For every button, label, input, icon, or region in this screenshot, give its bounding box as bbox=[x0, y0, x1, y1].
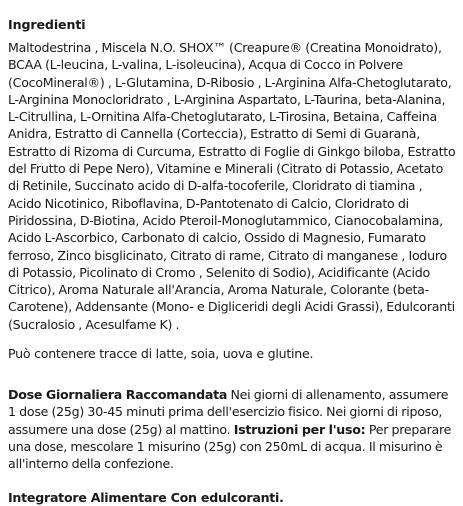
dosage-text: Nei giorni di allenamento, assumere 1 dose (25g) 30-45 minuti prima dell'esercizio fisico. Nei giorni di riposo, assumere una dose (25g) al mattino. bbox=[8, 387, 449, 437]
allergen-trace-note: Può contenere tracce di latte, soia, uova e glutine. bbox=[8, 346, 314, 362]
ingredients-heading: Ingredienti bbox=[8, 17, 86, 32]
supplement-statement: Integratore Alimentare Con edulcoranti. bbox=[8, 489, 284, 505]
instructions-text: Per preparare una dose, mescolare 1 misurino (25g) con 250mL di acqua. Il misurino è all'interno della confezione. bbox=[8, 421, 452, 472]
dosage-label: Dose Giornaliera Raccomandata bbox=[8, 387, 228, 403]
dosage-section bbox=[8, 386, 457, 472]
instructions-label: Istruzioni per l'uso: bbox=[233, 421, 366, 437]
ingredients-list: Maltodestrina , Miscela N.O. SHOX™ (Creapure® (Creatina Monoidrato), BCAA (L-leucina, L-valina, L-isoleucina), Acqua di Cocco in Polvere (CocoMineral®) , L-Glutamina, D-Ribosio , L-Arginina Alfa-Chetoglutarato, L-Arginina Monocloridrato , L-Arginina Aspartato, L-Taurina, beta-Alanina, L-Citrullina, L-Ornitina Alfa-Chetoglutarato, L-Tirosina, Betaina, Caffeina Anidra, Estratto di Cannella (Corteccia), Estratto di Semi di Guaranà, Estratto di Rizoma di Curcuma, Estratto di Foglie di Ginkgo biloba, Estratto del Frutto di Pepe Nero), Vitamine e Minerali (Citrato di Potassio, Acetato di Retinile, Succinato acido di D-alfa-tocoferile, Cloridrato di tiamina , Acido Nicotinico, Riboflavina, D-Pantotenato di Calcio, Cloridrato di Piridossina, D-Biotina, Acido Pteroil-Monoglutammico, Cianocobalamina, Acido L-Ascorbico, Carbonato di calcio, Ossido di Magnesio, Fumarato ferroso, Zinco bisglicinato, Citrato di rame, Citrato di manganese , Ioduro di Potassio, Picolinato di Cromo , Selenito di Sodio), Acidificante (Acido Citrico), Aroma Naturale all'Arancia, Aroma Naturale, Colorante (beta-Carotene), Addensante (Mono- e Digliceridi degli Acidi Grassi), Edulcoranti (Sucralosio , Acesulfame K) . bbox=[8, 40, 456, 332]
